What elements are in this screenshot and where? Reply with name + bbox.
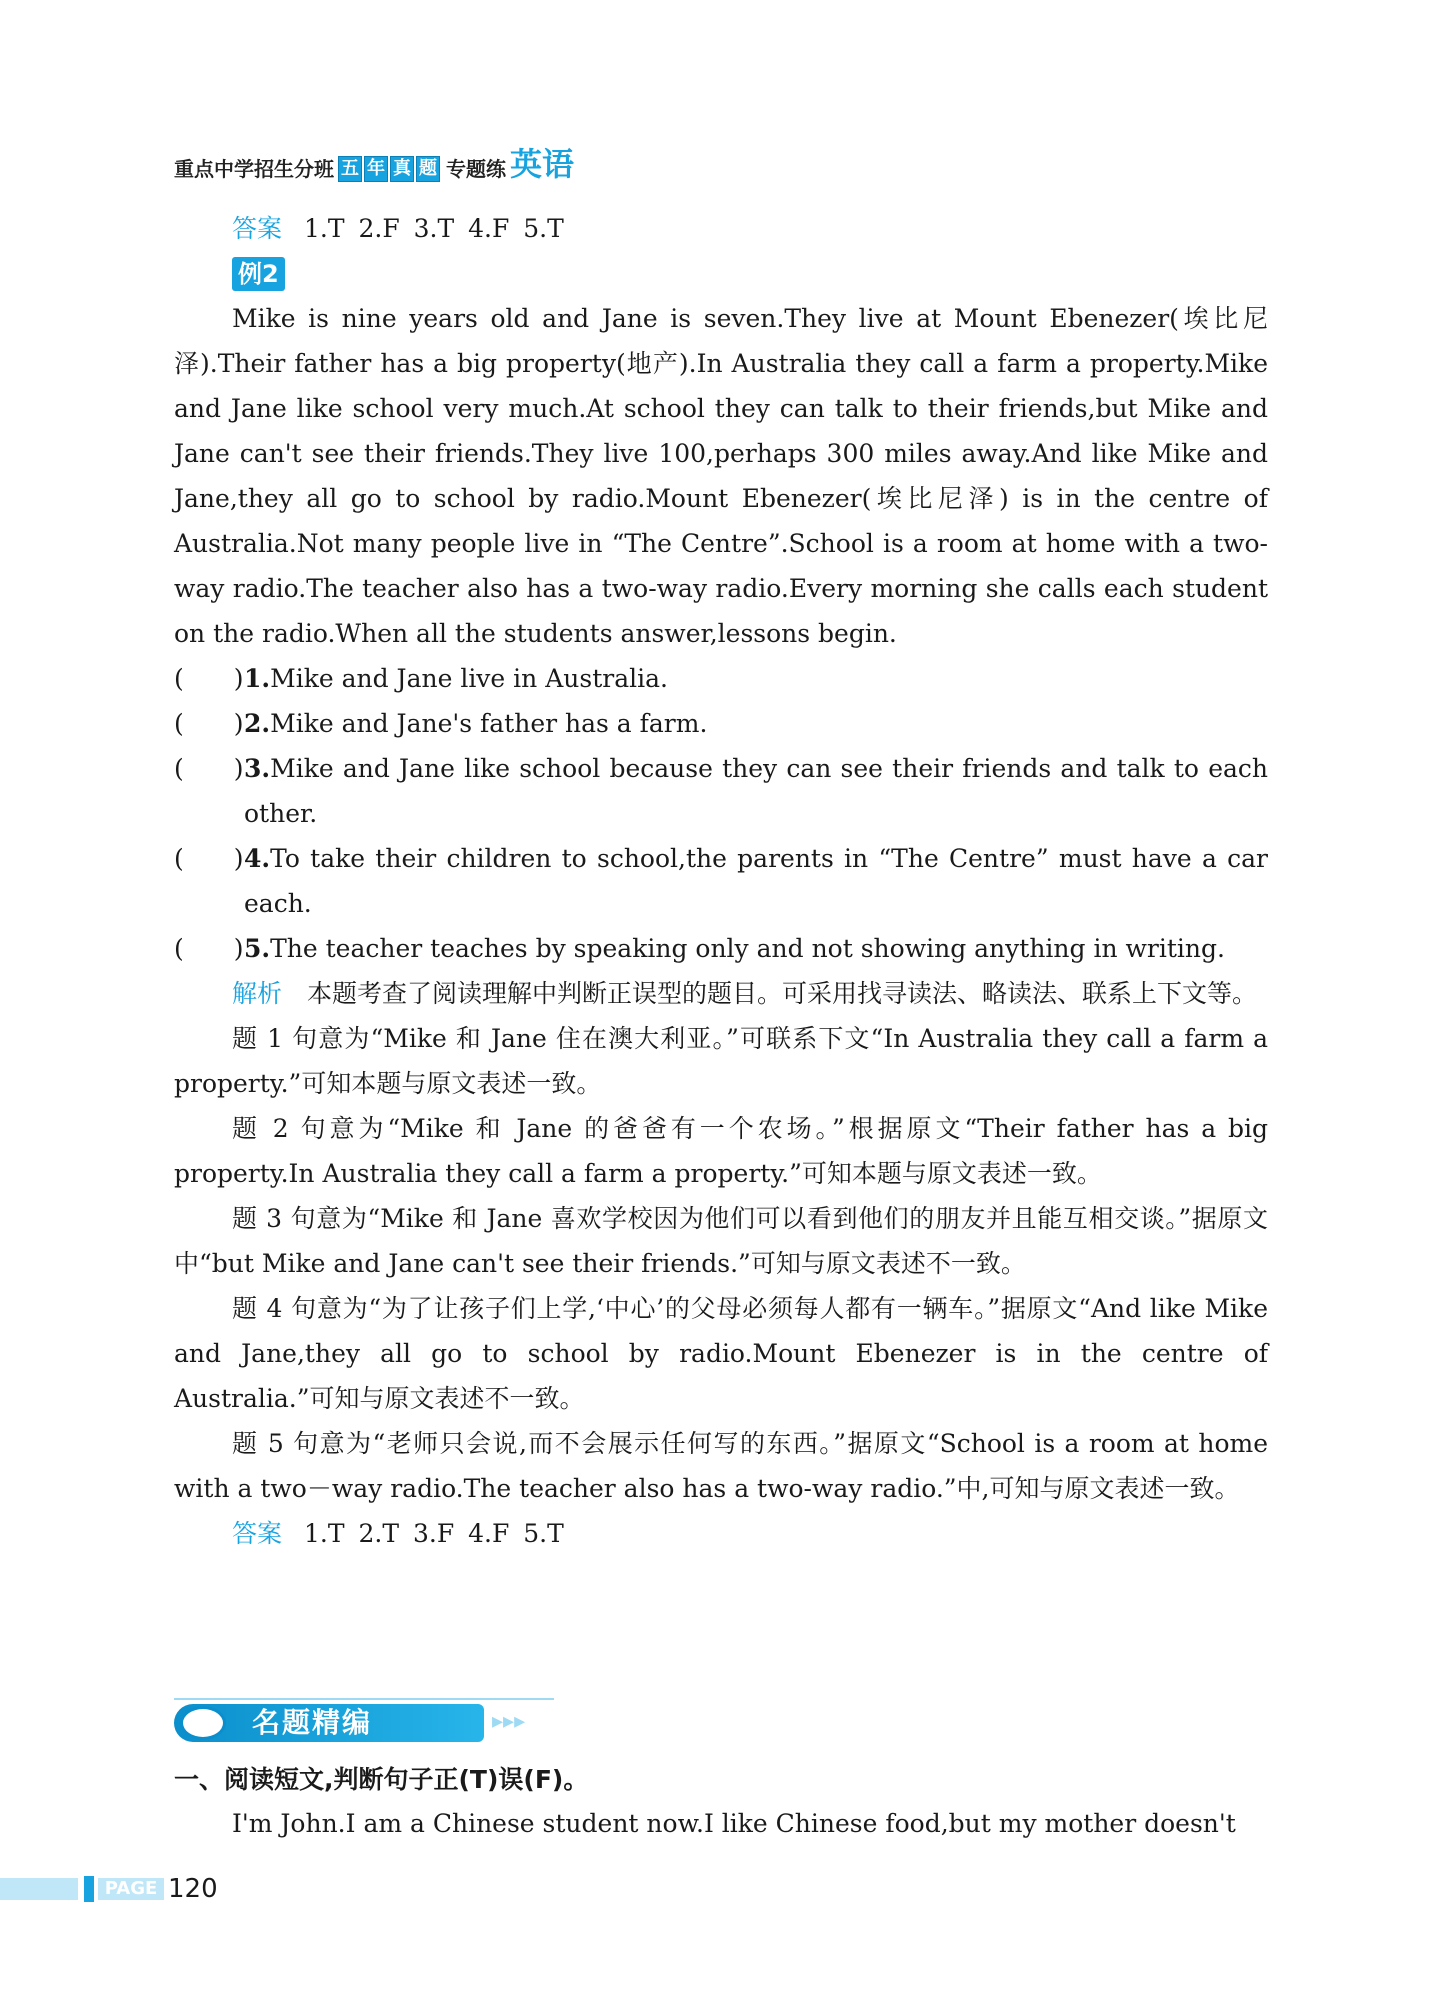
example-badge: 例2: [232, 257, 285, 291]
answer-blank: ( ): [174, 934, 244, 963]
question-body: The teacher teaches by speaking only and not showing anything in writing.: [270, 934, 1225, 963]
banner-title: 名题精编: [252, 1706, 373, 1739]
arrow-icon: ▸▸▸: [492, 1709, 526, 1734]
question-text: [244, 836, 1268, 926]
question-item: [174, 926, 1268, 971]
answer-line-1: [174, 206, 1268, 251]
page-footer: [0, 1874, 260, 1902]
header-box-char: 题: [416, 156, 440, 182]
question-number: 4.: [244, 844, 271, 873]
header-box-char: 年: [364, 156, 388, 182]
question-number: 2.: [244, 709, 271, 738]
section-title: 一、阅读短文,判断句子正(T)误(F)。: [174, 1765, 589, 1794]
footer-marker: [84, 1876, 94, 1902]
answer-values: 1.T 2.F 3.T 4.F 5.T: [304, 214, 564, 243]
analysis-intro-text: 本题考查了阅读理解中判断正误型的题目。可采用找寻读法、略读法、联系上下文等。: [307, 979, 1258, 1008]
question-text: [244, 746, 1268, 836]
question-body: Mike and Jane live in Australia.: [270, 664, 668, 693]
answer-label: 答案: [232, 214, 283, 243]
header-series-title: 重点中学招生分班: [174, 157, 334, 181]
answer-blank: ( ): [174, 844, 244, 873]
answer-line-2: [174, 1511, 1268, 1556]
question-item: [174, 836, 1268, 926]
question-number: 3.: [244, 754, 271, 783]
next-passage-line: I'm John.I am a Chinese student now.I like Chinese food,but my mother doesn't: [232, 1809, 1236, 1838]
page-header: [174, 146, 574, 182]
answer-blank: ( ): [174, 664, 244, 693]
banner-rule: [174, 1698, 554, 1700]
footer-bar: [0, 1878, 78, 1900]
question-item: [174, 746, 1268, 836]
question-number: 1.: [244, 664, 271, 693]
analysis-intro: [174, 971, 1268, 1016]
header-box-char: 五: [338, 156, 362, 182]
main-content: [174, 206, 1268, 1556]
analysis-item: 题 2 句意为“Mike 和 Jane 的爸爸有一个农场。”根据原文“Their father has a big property.In Australia they call a farm a property.”可知本题与原文表述一致。: [174, 1114, 1268, 1188]
header-middle-title: 专题练: [446, 157, 506, 181]
header-boxed-title: [338, 156, 442, 182]
analysis-item: 题 5 句意为“老师只会说,而不会展示任何写的东西。”据原文“School is a room at home with a two－way radio.The teacher also has a two-way radio.”中,可知与原文表述一致。: [174, 1429, 1268, 1503]
page-number: 120: [168, 1874, 218, 1904]
passage-paragraph: Mike is nine years old and Jane is seven.They live at Mount Ebenezer(埃比尼泽).Their father has a big property(地产).In Australia they call a farm a property.Mike and Jane like school very much.At school they can talk to their friends,but Mike and Jane can't see their friends.They live 100,perhaps 300 miles away.And like Mike and Jane,they all go to school by radio.Mount Ebenezer(埃比尼泽) is in the centre of Australia.Not many people live in “The Centre”.School is a room at home with a two-way radio.The teacher also has a two-way radio.Every morning she calls each student on the radio.When all the students answer,lessons begin.: [174, 304, 1268, 648]
book-icon: [180, 1706, 226, 1740]
answer-values: 1.T 2.T 3.F 4.F 5.T: [304, 1519, 564, 1548]
question-body: Mike and Jane's father has a farm.: [270, 709, 708, 738]
question-text: [244, 656, 1268, 701]
question-text: [244, 926, 1268, 971]
question-item: [174, 701, 1268, 746]
question-number: 5.: [244, 934, 271, 963]
question-body: To take their children to school,the parents in “The Centre” must have a car each.: [244, 844, 1268, 918]
answer-blank: ( ): [174, 754, 244, 783]
header-box-char: 真: [390, 156, 414, 182]
header-subject: 英语: [510, 145, 575, 183]
question-body: Mike and Jane like school because they can see their friends and talk to each other.: [244, 754, 1268, 828]
footer-page-word: PAGE: [98, 1878, 164, 1900]
analysis-item: 题 3 句意为“Mike 和 Jane 喜欢学校因为他们可以看到他们的朋友并且能互相交谈。”据原文中“but Mike and Jane can't see their friends.”可知与原文表述不一致。: [174, 1204, 1268, 1278]
section-banner: [174, 1692, 554, 1750]
answer-blank: ( ): [174, 709, 244, 738]
question-item: [174, 656, 1268, 701]
analysis-item: 题 4 句意为“为了让孩子们上学,‘中心’的父母必须每人都有一辆车。”据原文“And like Mike and Jane,they all go to school by radio.Mount Ebenezer is in the centre of Australia.”可知与原文表述不一致。: [174, 1294, 1268, 1413]
analysis-item: 题 1 句意为“Mike 和 Jane 住在澳大利亚。”可联系下文“In Australia they call a farm a property.”可知本题与原文表述一致。: [174, 1024, 1268, 1098]
analysis-label: 解析: [232, 979, 283, 1008]
answer-label: 答案: [232, 1519, 283, 1548]
question-text: [244, 701, 1268, 746]
